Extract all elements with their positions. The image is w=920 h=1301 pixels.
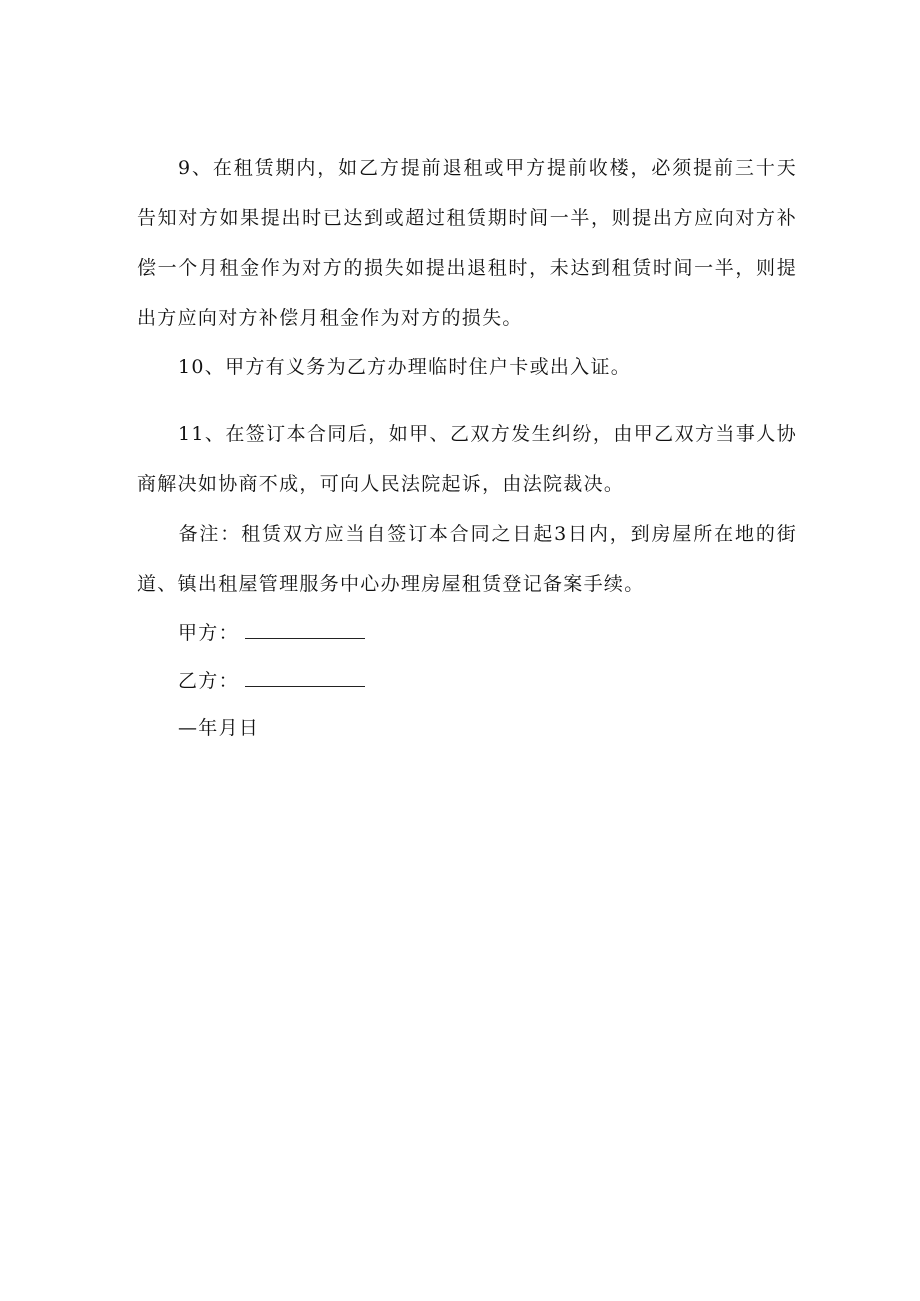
remark-note: [137, 509, 797, 609]
party-b-label: 乙方：: [178, 670, 239, 692]
clause-11-text: 11、在签订本合同后，如甲、乙双方发生纠纷，由甲乙双方当事人协商解决如协商不成，可向人民法院起诉，由法院裁决。: [137, 423, 797, 495]
clause-10-text: 10、甲方有义务为乙方办理临时住户卡或出入证。: [178, 356, 632, 378]
remark-note-text: 备注：租赁双方应当自签订本合同之日起3日内，到房屋所在地的街道、镇出租屋管理服务中心办理房屋租赁登记备案手续。: [137, 523, 797, 595]
signing-date: [178, 713, 259, 743]
party-a-signature: [178, 618, 365, 648]
clause-10: [137, 342, 797, 392]
party-b-signature-blank: [245, 666, 365, 687]
clause-9: [137, 143, 797, 343]
party-a-label: 甲方：: [178, 622, 239, 644]
clause-11: [137, 409, 797, 509]
party-a-signature-blank: [245, 618, 365, 639]
clause-9-text: 9、在租赁期内，如乙方提前退租或甲方提前收楼，必须提前三十天告知对方如果提出时已达到或超过租赁期时间一半，则提出方应向对方补偿一个月租金作为对方的损失如提出退租时，未达到租赁时间一半，则提出方应向对方补偿月租金作为对方的损失。: [137, 157, 797, 329]
signing-date-label: —年月日: [178, 717, 260, 739]
party-b-signature: [178, 666, 365, 696]
